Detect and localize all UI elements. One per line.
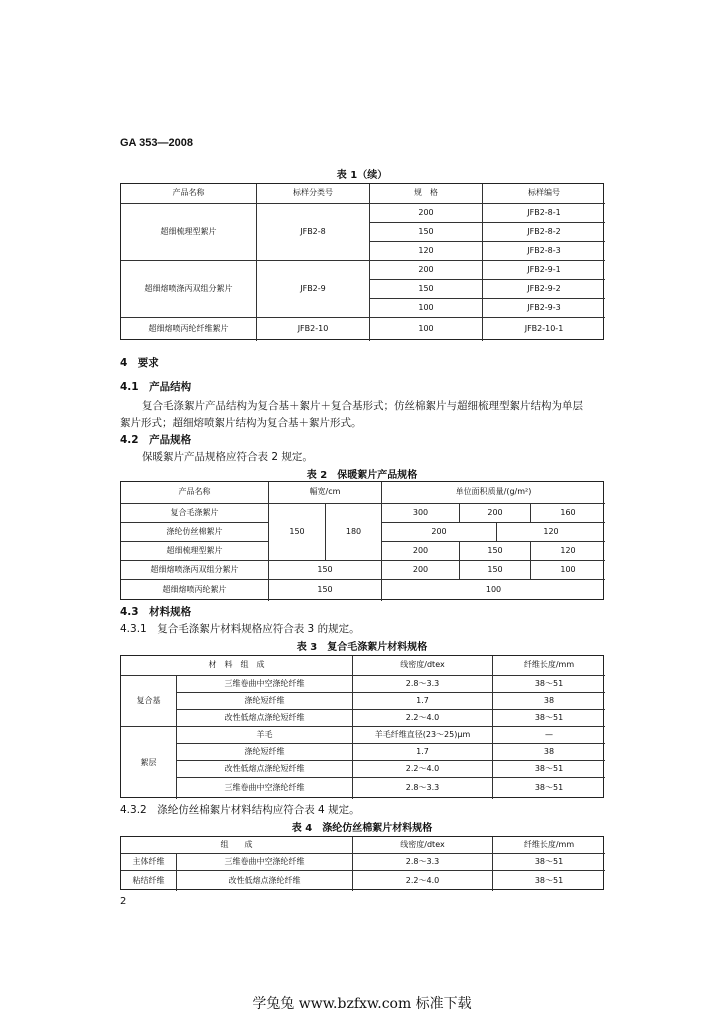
table2-cell-mass: 200 <box>460 504 531 523</box>
paragraph-4-1-line1: 复合毛涤絮片产品结构为复合基＋絮片＋复合基形式；仿丝棉絮片与超细梳理型絮片结构为单层 <box>142 400 583 412</box>
table2-cell-mass: 120 <box>531 542 605 561</box>
table3-cell-material: 涤纶短纤维 <box>177 744 353 761</box>
table2-cell-mass: 100 <box>531 561 605 580</box>
table3-cell-density: 2.2～4.0 <box>353 710 493 727</box>
table2-cell-name: 超细熔喷涤丙双组分絮片 <box>121 561 269 580</box>
table3-cell-material: 三维卷曲中空涤纶纤维 <box>177 676 353 693</box>
table3-header-density: 线密度/dtex <box>353 656 493 676</box>
table2-cell-width: 150 <box>269 580 382 601</box>
table3-cell-density: 1.7 <box>353 744 493 761</box>
table3-cell-density: 1.7 <box>353 693 493 710</box>
table2-cell-name: 复合毛涤絮片 <box>121 504 269 523</box>
table1-cell-code: JFB2-8-3 <box>483 242 605 261</box>
table4-cell-density: 2.2～4.0 <box>353 871 493 891</box>
table3-cell-length: — <box>493 727 605 744</box>
table2-caption: 表 2 保暖絮片产品规格 <box>306 470 418 481</box>
table1-cell-spec: 150 <box>370 223 483 242</box>
table1-cell-spec: 120 <box>370 242 483 261</box>
section-4-heading: 4 要求 <box>120 357 159 369</box>
table2-cell-mass: 300 <box>382 504 460 523</box>
footer-watermark: 学兔兔 www.bzfxw.com 标准下载 <box>252 996 472 1012</box>
table1-cell-name: 超细熔喷丙纶纤维絮片 <box>121 318 257 341</box>
table2-cell-mass: 200 <box>382 542 460 561</box>
table1-caption: 表 1（续） <box>336 170 388 181</box>
table2-cell-name: 涤纶仿丝棉絮片 <box>121 523 269 542</box>
table2-header-mass: 单位面积质量/(g/m²) <box>382 482 605 504</box>
table2-header-width: 幅宽/cm <box>269 482 382 504</box>
section-4-1-heading: 4.1 产品结构 <box>120 381 192 393</box>
table3-cell-length: 38 <box>493 693 605 710</box>
table4-cell-length: 38～51 <box>534 875 564 885</box>
table1-cell-spec: 100 <box>370 318 483 341</box>
table4-cell-length: 38～51 <box>493 854 605 871</box>
table1-cell-code: JFB2-8-1 <box>483 204 605 223</box>
section-4-3-heading: 4.3 材料规格 <box>120 606 192 618</box>
table4-cell-role: 粘结纤维 <box>121 871 177 891</box>
table2-cell-width: 180 <box>326 504 382 561</box>
table3-group-label: 复合基 <box>121 676 177 727</box>
table2-cell-width: 150 <box>269 504 326 561</box>
paragraph-4-3-1: 4.3.1 复合毛涤絮片材料规格应符合表 3 的规定。 <box>120 623 360 635</box>
table4-header-composition: 组 成 <box>121 837 353 854</box>
table2-cell-width: 150 <box>269 561 382 580</box>
table4-cell-density: 2.8～3.3 <box>353 854 493 871</box>
table3-cell-length: 38～51 <box>493 676 605 693</box>
table4-cell-material: 改性低熔点涤纶纤维 <box>177 871 353 891</box>
table1-cell-code: JFB2-8-2 <box>483 223 605 242</box>
table4 <box>120 836 604 890</box>
table4-caption: 表 4 涤纶仿丝棉絮片材料规格 <box>291 823 433 834</box>
table3-cell-density: 2.2～4.0 <box>353 761 493 778</box>
table3-cell-material: 改性低熔点涤纶短纤维 <box>177 761 353 778</box>
table1-cell-code: JFB2-9-2 <box>483 280 605 299</box>
table2-cell-mass: 150 <box>460 542 531 561</box>
standard-code-header: GA 353—2008 <box>120 137 193 149</box>
table1-header-name: 产品名称 <box>121 184 257 204</box>
table1-cell-spec: 100 <box>370 299 483 318</box>
table3-caption: 表 3 复合毛涤絮片材料规格 <box>296 642 428 653</box>
table3-cell-density: 羊毛纤维直径(23～25)μm <box>353 727 493 744</box>
table2-cell-name: 超细梳理型絮片 <box>121 542 269 561</box>
table4-cell-material: 三维卷曲中空涤纶纤维 <box>177 854 353 871</box>
table3-cell-length: 38～51 <box>534 783 564 793</box>
table3-cell-material: 改性低熔点涤纶短纤维 <box>177 710 353 727</box>
table3-header-material: 材 料 组 成 <box>121 656 353 676</box>
table3-cell-length: 38～51 <box>493 710 605 727</box>
table1-header-spec: 规 格 <box>370 184 483 204</box>
table1-cell-code: JFB2-9-3 <box>483 299 605 318</box>
table2-cell-mass: 150 <box>460 561 531 580</box>
table1-header-code: 标样编号 <box>483 184 605 204</box>
table1-cell-name: 超细熔喷涤丙双组分絮片 <box>121 261 257 318</box>
table1-cell-class: JFB2-9 <box>257 261 370 318</box>
table1-cell-spec: 150 <box>370 280 483 299</box>
section-4-2-heading: 4.2 产品规格 <box>120 434 192 446</box>
table2-cell-name: 超细熔喷丙纶絮片 <box>121 580 269 601</box>
table1-cell-name: 超细梳理型絮片 <box>121 204 257 261</box>
table2-cell-mass: 100 <box>485 585 502 595</box>
table3 <box>120 655 604 798</box>
table1-header-class: 标样分类号 <box>257 184 370 204</box>
table1-cell-spec: 200 <box>370 204 483 223</box>
table3-cell-density: 2.8～3.3 <box>353 676 493 693</box>
table2 <box>120 481 604 600</box>
table2-cell-mass: 120 <box>497 523 605 542</box>
table1-cell-spec: 200 <box>370 261 483 280</box>
table3-cell-length: 38～51 <box>493 761 605 778</box>
table3-cell-length: 38 <box>493 744 605 761</box>
table2-cell-mass: 200 <box>382 561 460 580</box>
table2-header-name: 产品名称 <box>121 482 269 504</box>
table2-cell-mass: 160 <box>531 504 605 523</box>
table1 <box>120 183 604 340</box>
table3-cell-material: 羊毛 <box>177 727 353 744</box>
table4-header-density: 线密度/dtex <box>353 837 493 854</box>
table1-cell-code: JFB2-10-1 <box>524 324 564 334</box>
table4-cell-role: 主体纤维 <box>121 854 177 871</box>
table1-cell-code: JFB2-9-1 <box>483 261 605 280</box>
table1-cell-class: JFB2-8 <box>257 204 370 261</box>
table3-group-label: 絮层 <box>121 727 177 799</box>
paragraph-4-1-line2: 絮片形式；超细熔喷絮片结构为复合基＋絮片形式。 <box>120 417 362 429</box>
paragraph-4-2: 保暖絮片产品规格应符合表 2 规定。 <box>142 451 313 463</box>
table4-header-length: 纤维长度/mm <box>493 837 605 854</box>
table1-cell-class: JFB2-10 <box>257 318 370 341</box>
table3-cell-material: 涤纶短纤维 <box>177 693 353 710</box>
table3-cell-density: 2.8～3.3 <box>353 778 493 799</box>
table3-cell-material: 三维卷曲中空涤纶纤维 <box>177 778 353 799</box>
paragraph-4-3-2: 4.3.2 涤纶仿丝棉絮片材料结构应符合表 4 规定。 <box>120 804 360 816</box>
page-number: 2 <box>120 896 127 907</box>
table2-cell-mass: 200 <box>382 523 497 542</box>
table3-header-length: 纤维长度/mm <box>493 656 605 676</box>
